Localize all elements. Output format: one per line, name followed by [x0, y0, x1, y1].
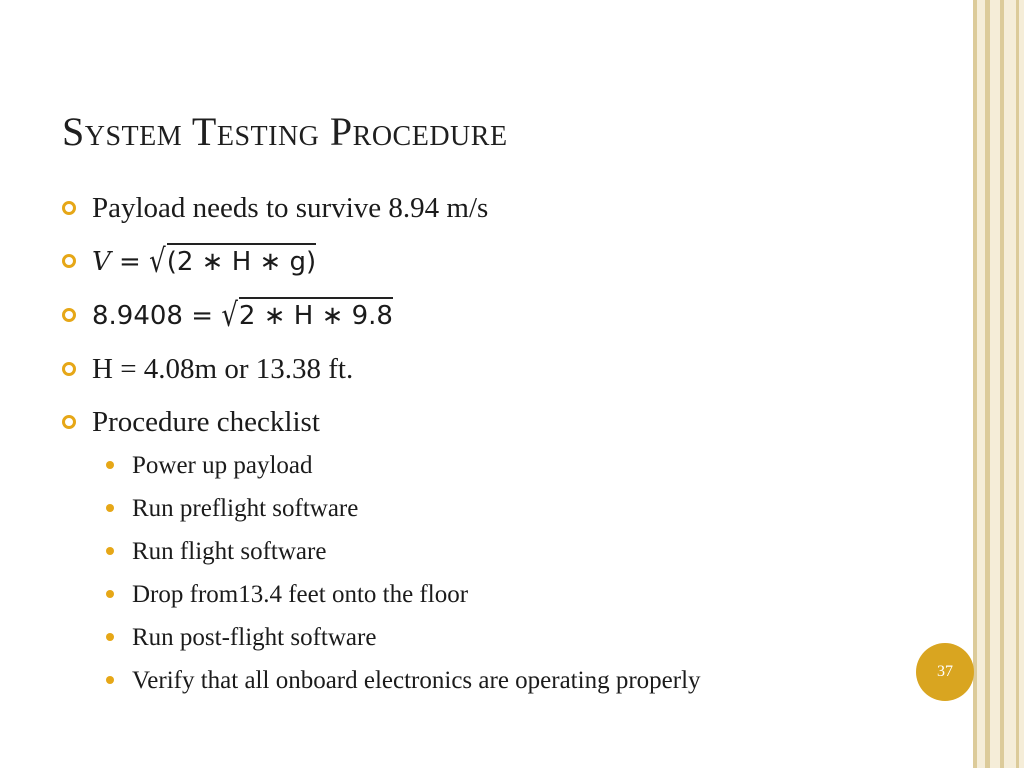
- checklist-item: [104, 491, 942, 527]
- equation-numeric: [92, 297, 393, 335]
- checklist-item: [104, 663, 942, 699]
- checklist-item: [104, 577, 942, 613]
- bullet-item: [62, 188, 942, 228]
- bullet-item: [62, 295, 942, 336]
- radical-icon: √: [221, 297, 238, 335]
- bullet-dot-icon: [106, 590, 114, 598]
- bullet-item: [62, 402, 942, 699]
- equation-velocity: [92, 243, 317, 281]
- decorative-stripe: [1019, 0, 1024, 768]
- checklist-item: [104, 534, 942, 570]
- decorative-stripe: [1004, 0, 1016, 768]
- checklist-text: Verify that all onboard electronics are operating properly: [132, 667, 701, 694]
- checklist-text: Run post-flight software: [132, 624, 377, 651]
- bullet-ring-icon: [62, 362, 76, 376]
- checklist-text: Drop from13.4 feet onto the floor: [132, 581, 469, 608]
- page-number-badge: 37: [916, 643, 974, 701]
- radicand: 2 ∗ H ∗ 9.8: [239, 297, 393, 331]
- checklist-item: [104, 448, 942, 484]
- bullet-dot-icon: [106, 461, 114, 469]
- equals-sign: =: [191, 301, 214, 331]
- bullet-ring-icon: [62, 254, 76, 268]
- decorative-stripe: [977, 0, 985, 768]
- decorative-stripe: [990, 0, 1000, 768]
- bullet-ring-icon: [62, 415, 76, 429]
- bullet-list: [62, 188, 942, 712]
- bullet-dot-icon: [106, 547, 114, 555]
- bullet-item: [62, 349, 942, 389]
- equals-sign: =: [119, 247, 141, 277]
- bullet-text: H = 4.08m or 13.38 ft.: [92, 353, 354, 385]
- bullet-ring-icon: [62, 308, 76, 322]
- bullet-text: Procedure checklist: [92, 406, 320, 438]
- radicand: (2 ∗ H ∗ g): [167, 243, 317, 277]
- bullet-ring-icon: [62, 201, 76, 215]
- checklist-item: [104, 620, 942, 656]
- bullet-dot-icon: [106, 676, 114, 684]
- bullet-item: [62, 241, 942, 282]
- checklist-text: Run preflight software: [132, 495, 359, 522]
- radical-icon: √: [149, 243, 166, 281]
- checklist-text: Run flight software: [132, 538, 327, 565]
- equation-lhs: 8.9408: [92, 301, 183, 331]
- equation-lhs: V: [92, 247, 111, 277]
- slide-title: System Testing Procedure: [62, 109, 508, 154]
- bullet-text: Payload needs to survive 8.94 m/s: [92, 192, 489, 224]
- bullet-dot-icon: [106, 504, 114, 512]
- bullet-dot-icon: [106, 633, 114, 641]
- checklist-text: Power up payload: [132, 452, 313, 479]
- checklist: [104, 448, 942, 699]
